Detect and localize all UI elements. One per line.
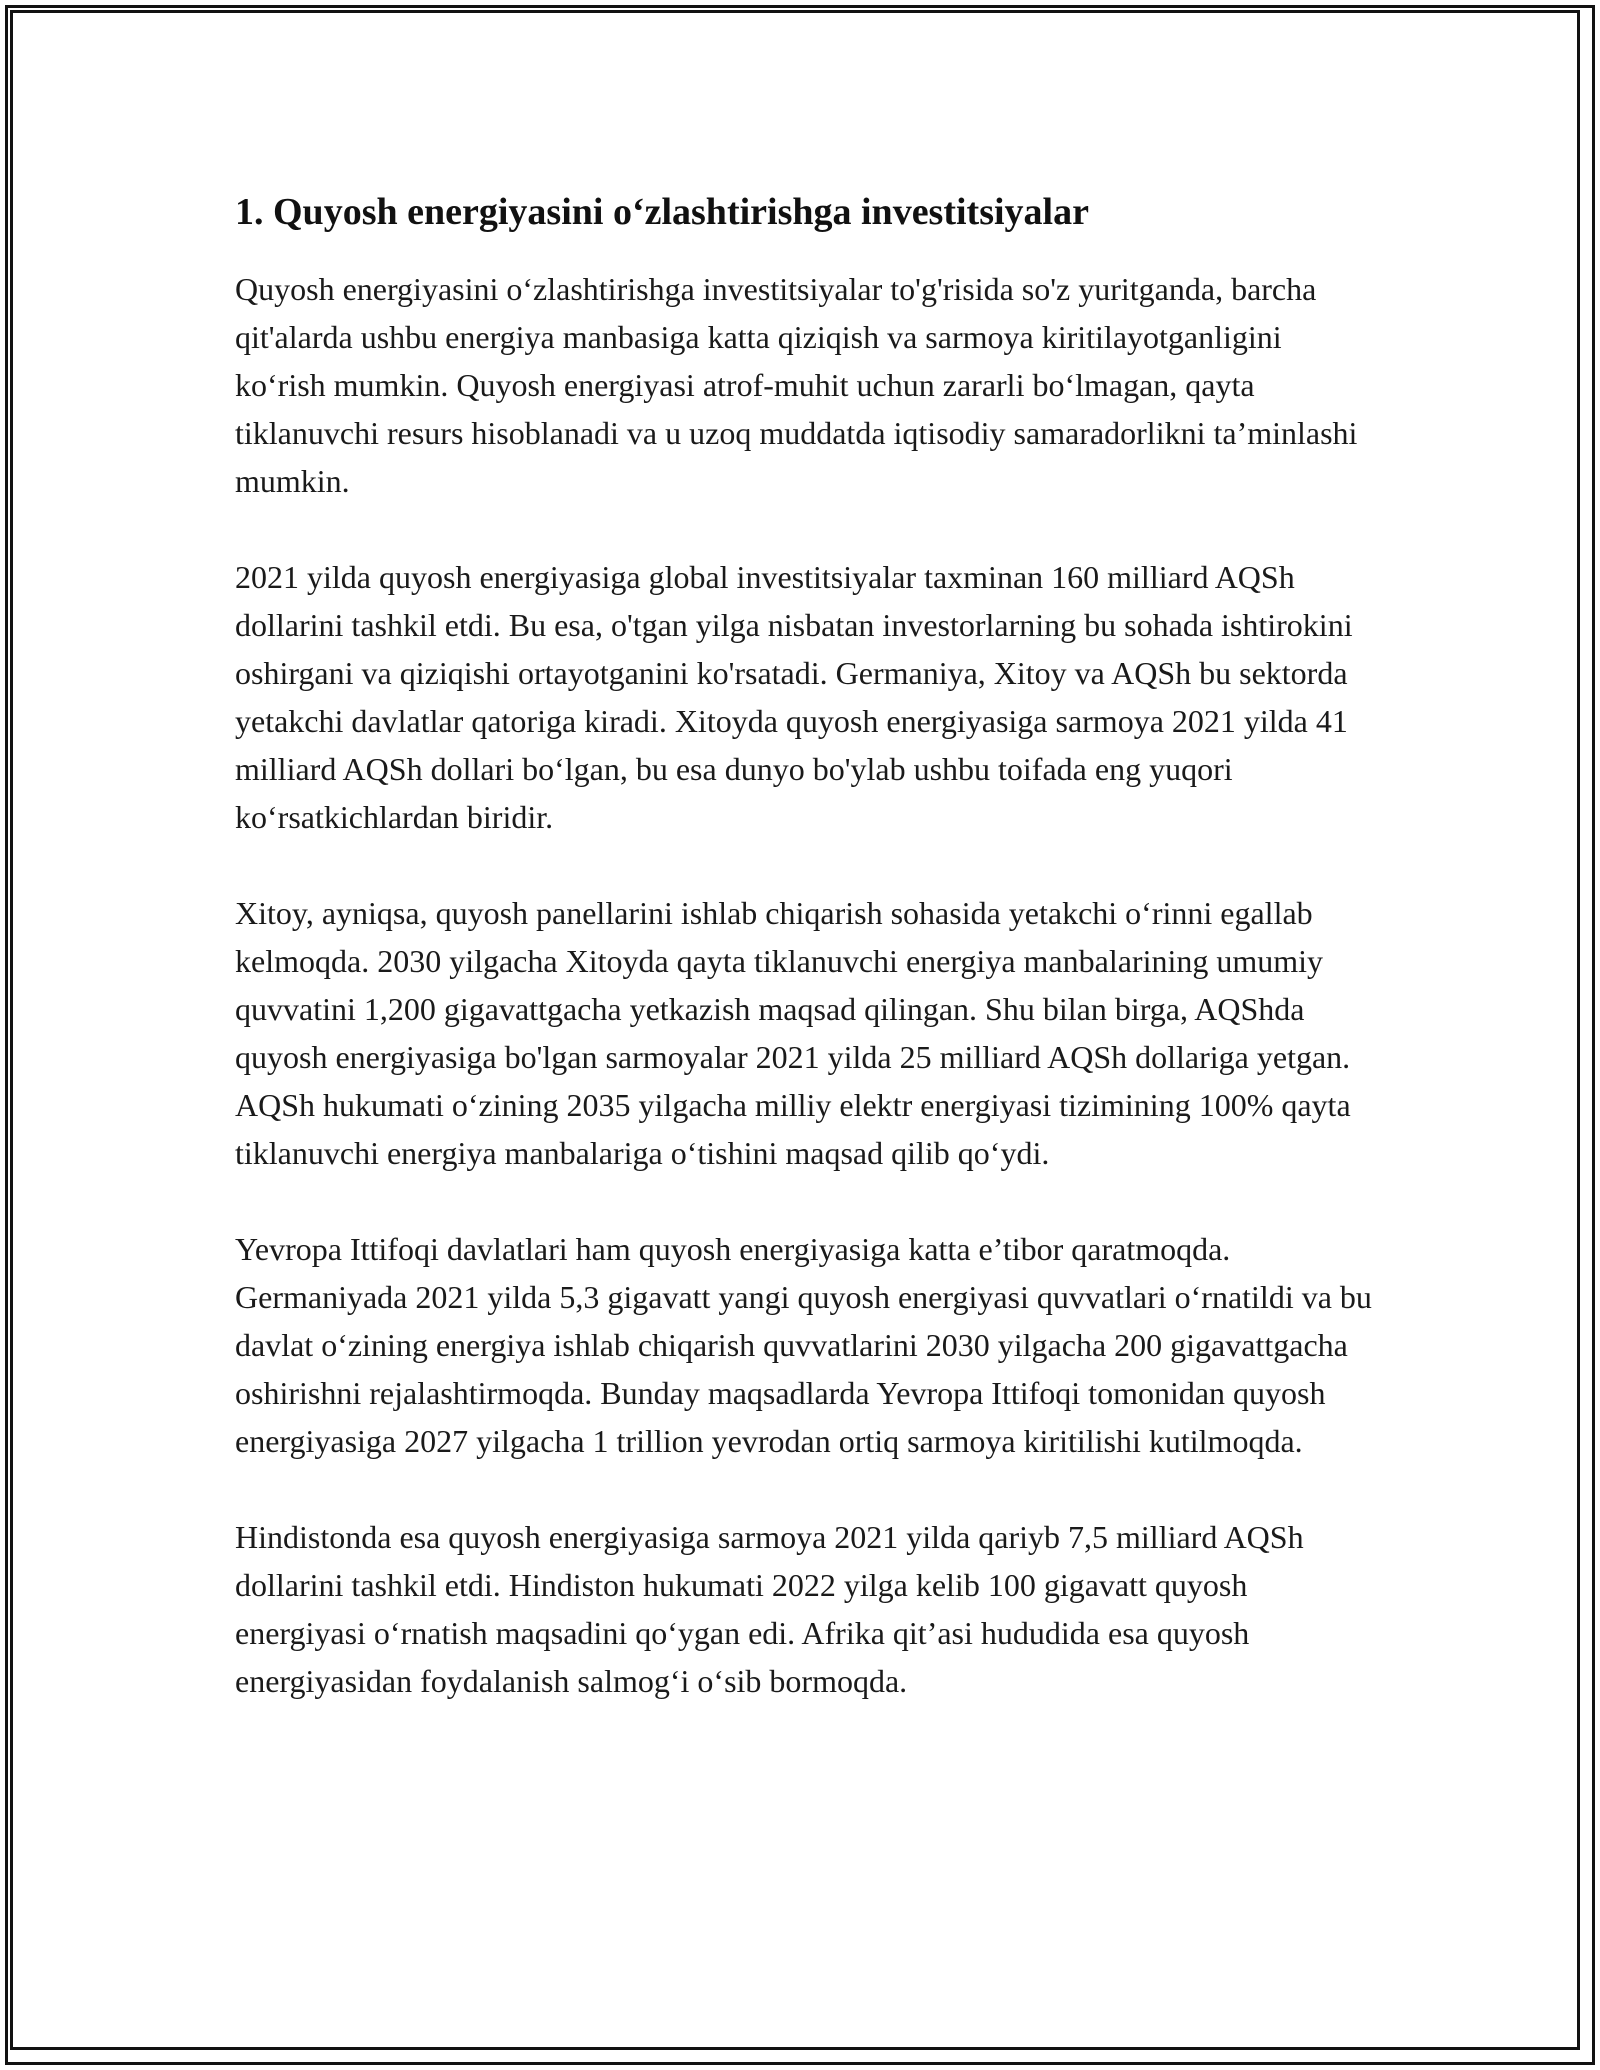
paragraph-global-investment: 2021 yilda quyosh energiyasiga global investitsiyalar taxminan 160 milliard AQSh dollarini tashkil etdi. Bu esa, o'tgan yilga nisbatan investorlarning bu sohada ishtirokini oshirgani va qiziqishi ortayotganini ko'rsatadi. Germaniya, Xitoy va AQSh bu sektorda yetakchi davlatlar qatoriga kiradi. Xitoyda quyosh energiyasiga sarmoya 2021 yilda 41 milliard AQSh dollari bo‘lgan, bu esa dunyo bo'ylab ushbu toifada eng yuqori ko‘rsatkichlardan biridir. — [235, 559, 1353, 835]
section-title: 1. Quyosh energiyasini o‘zlashtirishga investitsiyalar — [235, 191, 1089, 233]
paragraph-india-africa: Hindistonda esa quyosh energiyasiga sarmoya 2021 yilda qariyb 7,5 milliard AQSh dollarini tashkil etdi. Hindiston hukumati 2022 yilga kelib 100 gigavatt quyosh energiyasi o‘rnatish maqsadini qo‘ygan edi. Afrika qit’asi hududida esa quyosh energiyasidan foydalanish salmog‘i o‘sib bormoqda. — [235, 1519, 1304, 1699]
paragraph-china-usa: Xitoy, ayniqsa, quyosh panellarini ishlab chiqarish sohasida yetakchi o‘rinni egallab kelmoqda. 2030 yilgacha Xitoyda qayta tiklanuvchi energiya manbalarining umumiy quvvatini 1,200 gigavattgacha yetkazish maqsad qilingan. Shu bilan birga, AQShda quyosh energiyasiga bo'lgan sarmoyalar 2021 yilda 25 milliard AQSh dollariga yetgan. AQSh hukumati o‘zining 2035 yilgacha milliy elektr energiyasi tizimining 100% qayta tiklanuvchi energiya manbalariga o‘tishini maqsad qilib qo‘ydi. — [235, 895, 1351, 1171]
paragraph-european-union: Yevropa Ittifoqi davlatlari ham quyosh energiyasiga katta e’tibor qaratmoqda. Germaniyada 2021 yilda 5,3 gigavatt yangi quyosh energiyasi quvvatlari o‘rnatildi va bu davlat o‘zining energiya ishlab chiqarish quvvatlarini 2030 yilgacha 200 gigavattgacha oshirishni rejalashtirmoqda. Bunday maqsadlarda Yevropa Ittifoqi tomonidan quyosh energiyasiga 2027 yilgacha 1 trillion yevrodan ortiq sarmoya kiritilishi kutilmoqda. — [235, 1231, 1372, 1459]
document-body — [235, 186, 1380, 1753]
paragraph-intro: Quyosh energiyasini o‘zlashtirishga investitsiyalar to'g'risida so'z yuritganda, barcha qit'alarda ushbu energiya manbasiga katta qiziqish va sarmoya kiritilayotganligini ko‘rish mumkin. Quyosh energiyasi atrof-muhit uchun zararli bo‘lmagan, qayta tiklanuvchi resurs hisoblanadi va u uzoq muddatda iqtisodiy samaradorlikni ta’minlashi mumkin. — [235, 271, 1358, 499]
